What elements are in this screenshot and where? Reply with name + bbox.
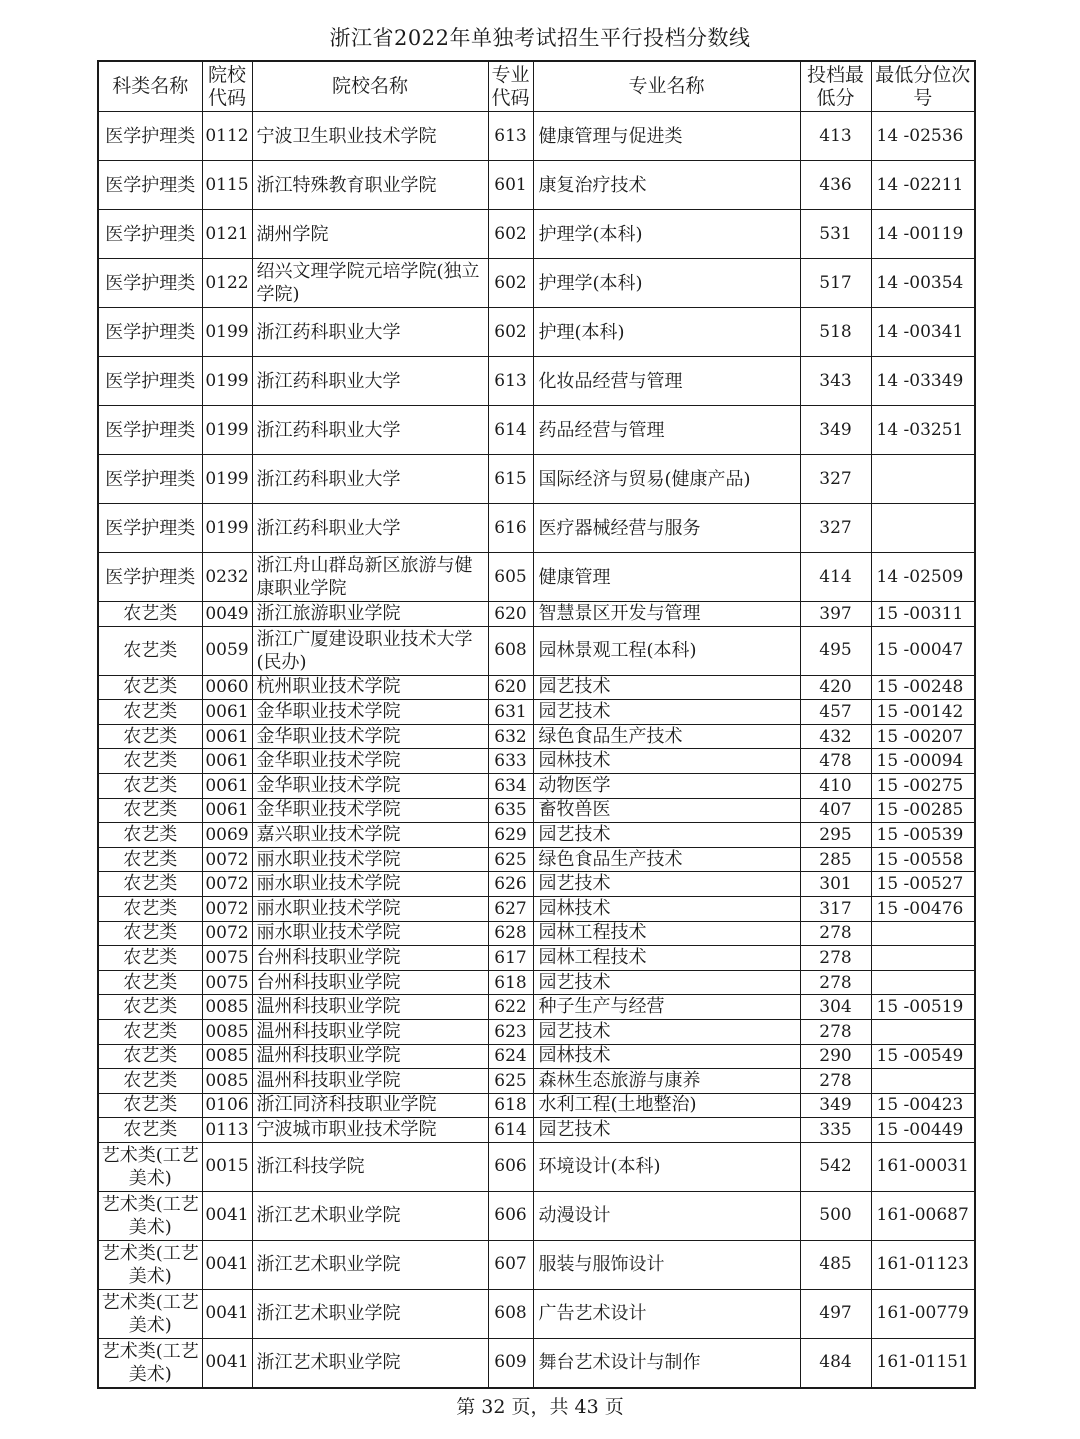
category-cell: 医学护理类 [98, 455, 202, 504]
school-name-cell: 浙江药科职业大学 [252, 504, 488, 553]
category-cell: 医学护理类 [98, 553, 202, 602]
min-score-cell: 484 [800, 1338, 871, 1388]
min-score-cell: 327 [800, 455, 871, 504]
min-score-cell: 478 [800, 749, 871, 774]
table-row [98, 553, 975, 602]
table-row [98, 626, 975, 675]
major-code-cell: 635 [488, 798, 533, 823]
school-code-cell: 0061 [202, 749, 252, 774]
min-rank-cell: 14 -02509 [871, 553, 975, 602]
school-name-cell: 丽水职业技术学院 [252, 896, 488, 921]
table-row [98, 946, 975, 971]
category-cell: 医学护理类 [98, 259, 202, 308]
school-name-cell: 金华职业技术学院 [252, 798, 488, 823]
min-rank-cell: 15 -00539 [871, 823, 975, 848]
major-name-cell: 园林技术 [533, 749, 800, 774]
school-code-cell: 0072 [202, 896, 252, 921]
min-rank-cell [871, 455, 975, 504]
min-rank-cell: 161-00031 [871, 1142, 975, 1191]
table-row [98, 1093, 975, 1118]
major-name-cell: 护理学(本科) [533, 210, 800, 259]
school-code-cell: 0041 [202, 1240, 252, 1289]
school-name-cell: 金华职业技术学院 [252, 773, 488, 798]
min-rank-cell: 15 -00476 [871, 896, 975, 921]
table-row [98, 1142, 975, 1191]
min-score-cell: 317 [800, 896, 871, 921]
major-name-cell: 绿色食品生产技术 [533, 724, 800, 749]
min-score-cell: 420 [800, 675, 871, 700]
category-cell: 医学护理类 [98, 210, 202, 259]
min-rank-cell: 161-00687 [871, 1191, 975, 1240]
category-cell: 农艺类 [98, 847, 202, 872]
school-code-cell: 0106 [202, 1093, 252, 1118]
school-name-cell: 丽水职业技术学院 [252, 921, 488, 946]
major-name-cell: 广告艺术设计 [533, 1289, 800, 1338]
header-major-name: 专业名称 [533, 61, 800, 112]
major-name-cell: 园艺技术 [533, 1118, 800, 1143]
major-name-cell: 国际经济与贸易(健康产品) [533, 455, 800, 504]
school-name-cell: 宁波卫生职业技术学院 [252, 112, 488, 161]
category-cell: 艺术类(工艺美术) [98, 1142, 202, 1191]
major-code-cell: 631 [488, 700, 533, 725]
major-code-cell: 620 [488, 675, 533, 700]
min-rank-cell [871, 504, 975, 553]
table-row [98, 749, 975, 774]
header-major-code: 专业代码 [488, 61, 533, 112]
school-code-cell: 0061 [202, 773, 252, 798]
major-name-cell: 康复治疗技术 [533, 161, 800, 210]
min-rank-cell: 161-01123 [871, 1240, 975, 1289]
major-code-cell: 616 [488, 504, 533, 553]
category-cell: 农艺类 [98, 921, 202, 946]
min-rank-cell: 15 -00248 [871, 675, 975, 700]
major-name-cell: 森林生态旅游与康养 [533, 1069, 800, 1094]
school-name-cell: 宁波城市职业技术学院 [252, 1118, 488, 1143]
min-score-cell: 413 [800, 112, 871, 161]
school-code-cell: 0199 [202, 357, 252, 406]
school-code-cell: 0085 [202, 1044, 252, 1069]
major-code-cell: 634 [488, 773, 533, 798]
min-score-cell: 278 [800, 1069, 871, 1094]
school-code-cell: 0085 [202, 995, 252, 1020]
school-code-cell: 0075 [202, 970, 252, 995]
school-name-cell: 浙江旅游职业学院 [252, 602, 488, 627]
page-footer: 第 32 页，共 43 页 [456, 1396, 624, 1418]
table-row [98, 259, 975, 308]
school-name-cell: 浙江药科职业大学 [252, 357, 488, 406]
major-code-cell: 618 [488, 970, 533, 995]
school-name-cell: 浙江药科职业大学 [252, 308, 488, 357]
header-category: 科类名称 [98, 61, 202, 112]
major-name-cell: 医疗器械经营与服务 [533, 504, 800, 553]
score-table [97, 60, 976, 1389]
min-score-cell: 485 [800, 1240, 871, 1289]
table-row [98, 455, 975, 504]
header-school-name: 院校名称 [252, 61, 488, 112]
school-code-cell: 0199 [202, 504, 252, 553]
school-code-cell: 0075 [202, 946, 252, 971]
school-code-cell: 0085 [202, 1019, 252, 1044]
major-name-cell: 园艺技术 [533, 675, 800, 700]
major-name-cell: 园林工程技术 [533, 946, 800, 971]
major-name-cell: 舞台艺术设计与制作 [533, 1338, 800, 1388]
min-score-cell: 335 [800, 1118, 871, 1143]
table-row [98, 847, 975, 872]
min-rank-cell: 14 -03349 [871, 357, 975, 406]
major-code-cell: 625 [488, 847, 533, 872]
school-name-cell: 杭州职业技术学院 [252, 675, 488, 700]
major-name-cell: 种子生产与经营 [533, 995, 800, 1020]
school-name-cell: 温州科技职业学院 [252, 995, 488, 1020]
major-name-cell: 环境设计(本科) [533, 1142, 800, 1191]
table-row [98, 1044, 975, 1069]
table-row [98, 357, 975, 406]
school-name-cell: 温州科技职业学院 [252, 1019, 488, 1044]
major-name-cell: 园林技术 [533, 896, 800, 921]
major-name-cell: 药品经营与管理 [533, 406, 800, 455]
table-row [98, 308, 975, 357]
school-name-cell: 金华职业技术学院 [252, 700, 488, 725]
major-code-cell: 622 [488, 995, 533, 1020]
table-row [98, 406, 975, 455]
school-name-cell: 温州科技职业学院 [252, 1044, 488, 1069]
min-rank-cell [871, 946, 975, 971]
min-rank-cell [871, 970, 975, 995]
school-name-cell: 浙江特殊教育职业学院 [252, 161, 488, 210]
category-cell: 农艺类 [98, 995, 202, 1020]
header-school-code: 院校代码 [202, 61, 252, 112]
min-score-cell: 343 [800, 357, 871, 406]
school-code-cell: 0072 [202, 847, 252, 872]
min-rank-cell: 14 -00354 [871, 259, 975, 308]
school-name-cell: 嘉兴职业技术学院 [252, 823, 488, 848]
major-name-cell: 动物医学 [533, 773, 800, 798]
category-cell: 医学护理类 [98, 406, 202, 455]
major-code-cell: 617 [488, 946, 533, 971]
table-row [98, 1338, 975, 1388]
min-score-cell: 497 [800, 1289, 871, 1338]
category-cell: 农艺类 [98, 946, 202, 971]
major-name-cell: 园林技术 [533, 1044, 800, 1069]
table-row [98, 773, 975, 798]
table-row [98, 1191, 975, 1240]
min-score-cell: 349 [800, 1093, 871, 1118]
school-name-cell: 浙江药科职业大学 [252, 455, 488, 504]
min-score-cell: 278 [800, 1019, 871, 1044]
min-score-cell: 278 [800, 946, 871, 971]
major-code-cell: 628 [488, 921, 533, 946]
school-code-cell: 0049 [202, 602, 252, 627]
table-row [98, 921, 975, 946]
category-cell: 农艺类 [98, 724, 202, 749]
min-rank-cell: 161-00779 [871, 1289, 975, 1338]
min-rank-cell [871, 921, 975, 946]
min-score-cell: 542 [800, 1142, 871, 1191]
min-rank-cell: 15 -00311 [871, 602, 975, 627]
min-score-cell: 457 [800, 700, 871, 725]
category-cell: 农艺类 [98, 626, 202, 675]
school-code-cell: 0061 [202, 724, 252, 749]
school-code-cell: 0069 [202, 823, 252, 848]
min-rank-cell: 14 -00341 [871, 308, 975, 357]
school-name-cell: 浙江艺术职业学院 [252, 1338, 488, 1388]
major-code-cell: 613 [488, 357, 533, 406]
category-cell: 农艺类 [98, 798, 202, 823]
major-code-cell: 608 [488, 1289, 533, 1338]
school-code-cell: 0199 [202, 455, 252, 504]
school-name-cell: 台州科技职业学院 [252, 946, 488, 971]
school-name-cell: 台州科技职业学院 [252, 970, 488, 995]
major-name-cell: 园艺技术 [533, 1019, 800, 1044]
table-row [98, 1019, 975, 1044]
table-row [98, 872, 975, 897]
school-name-cell: 浙江同济科技职业学院 [252, 1093, 488, 1118]
table-row [98, 1240, 975, 1289]
table-row [98, 1289, 975, 1338]
category-cell: 农艺类 [98, 749, 202, 774]
category-cell: 医学护理类 [98, 308, 202, 357]
major-code-cell: 605 [488, 553, 533, 602]
major-code-cell: 607 [488, 1240, 533, 1289]
min-rank-cell: 15 -00094 [871, 749, 975, 774]
category-cell: 农艺类 [98, 1044, 202, 1069]
major-name-cell: 健康管理与促进类 [533, 112, 800, 161]
major-name-cell: 园艺技术 [533, 700, 800, 725]
category-cell: 农艺类 [98, 1118, 202, 1143]
major-code-cell: 606 [488, 1191, 533, 1240]
category-cell: 医学护理类 [98, 504, 202, 553]
table-row [98, 970, 975, 995]
major-name-cell: 动漫设计 [533, 1191, 800, 1240]
major-name-cell: 护理学(本科) [533, 259, 800, 308]
major-code-cell: 613 [488, 112, 533, 161]
min-rank-cell: 14 -03251 [871, 406, 975, 455]
school-code-cell: 0112 [202, 112, 252, 161]
major-name-cell: 园林景观工程(本科) [533, 626, 800, 675]
school-code-cell: 0113 [202, 1118, 252, 1143]
min-score-cell: 414 [800, 553, 871, 602]
table-row [98, 210, 975, 259]
min-rank-cell: 14 -02211 [871, 161, 975, 210]
school-code-cell: 0015 [202, 1142, 252, 1191]
table-row [98, 602, 975, 627]
min-score-cell: 301 [800, 872, 871, 897]
major-code-cell: 615 [488, 455, 533, 504]
major-code-cell: 623 [488, 1019, 533, 1044]
school-code-cell: 0041 [202, 1191, 252, 1240]
school-code-cell: 0199 [202, 406, 252, 455]
major-code-cell: 601 [488, 161, 533, 210]
major-code-cell: 625 [488, 1069, 533, 1094]
min-rank-cell [871, 1019, 975, 1044]
major-code-cell: 609 [488, 1338, 533, 1388]
major-code-cell: 602 [488, 308, 533, 357]
school-name-cell: 浙江艺术职业学院 [252, 1240, 488, 1289]
major-code-cell: 618 [488, 1093, 533, 1118]
min-score-cell: 517 [800, 259, 871, 308]
min-score-cell: 285 [800, 847, 871, 872]
major-name-cell: 健康管理 [533, 553, 800, 602]
school-code-cell: 0115 [202, 161, 252, 210]
major-name-cell: 智慧景区开发与管理 [533, 602, 800, 627]
school-name-cell: 金华职业技术学院 [252, 749, 488, 774]
school-code-cell: 0060 [202, 675, 252, 700]
major-name-cell: 水利工程(土地整治) [533, 1093, 800, 1118]
category-cell: 医学护理类 [98, 161, 202, 210]
major-code-cell: 633 [488, 749, 533, 774]
category-cell: 农艺类 [98, 970, 202, 995]
school-code-cell: 0232 [202, 553, 252, 602]
category-cell: 医学护理类 [98, 112, 202, 161]
category-cell: 农艺类 [98, 602, 202, 627]
min-score-cell: 290 [800, 1044, 871, 1069]
school-name-cell: 浙江药科职业大学 [252, 406, 488, 455]
table-row [98, 675, 975, 700]
school-name-cell: 浙江艺术职业学院 [252, 1289, 488, 1338]
min-rank-cell: 15 -00558 [871, 847, 975, 872]
major-name-cell: 护理(本科) [533, 308, 800, 357]
school-name-cell: 浙江艺术职业学院 [252, 1191, 488, 1240]
min-rank-cell: 14 -00119 [871, 210, 975, 259]
min-rank-cell: 15 -00207 [871, 724, 975, 749]
min-score-cell: 410 [800, 773, 871, 798]
category-cell: 农艺类 [98, 773, 202, 798]
school-code-cell: 0041 [202, 1289, 252, 1338]
table-row [98, 161, 975, 210]
category-cell: 农艺类 [98, 1093, 202, 1118]
school-name-cell: 丽水职业技术学院 [252, 872, 488, 897]
school-code-cell: 0121 [202, 210, 252, 259]
min-rank-cell [871, 1069, 975, 1094]
min-rank-cell: 15 -00047 [871, 626, 975, 675]
min-score-cell: 397 [800, 602, 871, 627]
major-name-cell: 园艺技术 [533, 823, 800, 848]
school-name-cell: 浙江科技学院 [252, 1142, 488, 1191]
major-code-cell: 608 [488, 626, 533, 675]
school-name-cell: 绍兴文理学院元培学院(独立学院) [252, 259, 488, 308]
table-row [98, 798, 975, 823]
major-name-cell: 园艺技术 [533, 970, 800, 995]
major-code-cell: 632 [488, 724, 533, 749]
major-code-cell: 626 [488, 872, 533, 897]
category-cell: 医学护理类 [98, 357, 202, 406]
major-code-cell: 614 [488, 1118, 533, 1143]
major-code-cell: 620 [488, 602, 533, 627]
school-code-cell: 0085 [202, 1069, 252, 1094]
category-cell: 农艺类 [98, 700, 202, 725]
major-name-cell: 畜牧兽医 [533, 798, 800, 823]
major-name-cell: 绿色食品生产技术 [533, 847, 800, 872]
school-code-cell: 0122 [202, 259, 252, 308]
min-score-cell: 432 [800, 724, 871, 749]
min-rank-cell: 15 -00449 [871, 1118, 975, 1143]
min-rank-cell: 15 -00527 [871, 872, 975, 897]
major-name-cell: 服装与服饰设计 [533, 1240, 800, 1289]
min-rank-cell: 15 -00519 [871, 995, 975, 1020]
min-rank-cell: 15 -00549 [871, 1044, 975, 1069]
major-code-cell: 614 [488, 406, 533, 455]
category-cell: 农艺类 [98, 896, 202, 921]
table-row [98, 823, 975, 848]
table-row [98, 1118, 975, 1143]
min-score-cell: 407 [800, 798, 871, 823]
header-min-score: 投档最低分 [800, 61, 871, 112]
major-code-cell: 602 [488, 210, 533, 259]
major-code-cell: 624 [488, 1044, 533, 1069]
min-score-cell: 327 [800, 504, 871, 553]
school-name-cell: 丽水职业技术学院 [252, 847, 488, 872]
school-name-cell: 湖州学院 [252, 210, 488, 259]
min-score-cell: 349 [800, 406, 871, 455]
min-score-cell: 500 [800, 1191, 871, 1240]
major-name-cell: 化妆品经营与管理 [533, 357, 800, 406]
table-header-row [98, 61, 975, 112]
major-code-cell: 606 [488, 1142, 533, 1191]
major-name-cell: 园林工程技术 [533, 921, 800, 946]
school-code-cell: 0072 [202, 921, 252, 946]
school-code-cell: 0199 [202, 308, 252, 357]
min-score-cell: 518 [800, 308, 871, 357]
min-score-cell: 278 [800, 921, 871, 946]
min-rank-cell: 15 -00275 [871, 773, 975, 798]
category-cell: 农艺类 [98, 872, 202, 897]
min-score-cell: 531 [800, 210, 871, 259]
min-score-cell: 278 [800, 970, 871, 995]
min-rank-cell: 161-01151 [871, 1338, 975, 1388]
category-cell: 农艺类 [98, 1019, 202, 1044]
school-code-cell: 0059 [202, 626, 252, 675]
header-min-rank: 最低分位次号 [871, 61, 975, 112]
school-name-cell: 金华职业技术学院 [252, 724, 488, 749]
table-row [98, 995, 975, 1020]
table-row [98, 700, 975, 725]
category-cell: 艺术类(工艺美术) [98, 1338, 202, 1388]
category-cell: 农艺类 [98, 675, 202, 700]
school-name-cell: 浙江舟山群岛新区旅游与健康职业学院 [252, 553, 488, 602]
category-cell: 艺术类(工艺美术) [98, 1289, 202, 1338]
table-row [98, 724, 975, 749]
school-name-cell: 浙江广厦建设职业技术大学(民办) [252, 626, 488, 675]
table-row [98, 112, 975, 161]
category-cell: 艺术类(工艺美术) [98, 1191, 202, 1240]
min-rank-cell: 15 -00423 [871, 1093, 975, 1118]
min-rank-cell: 15 -00285 [871, 798, 975, 823]
table-row [98, 896, 975, 921]
category-cell: 艺术类(工艺美术) [98, 1240, 202, 1289]
min-score-cell: 436 [800, 161, 871, 210]
min-rank-cell: 15 -00142 [871, 700, 975, 725]
min-score-cell: 295 [800, 823, 871, 848]
school-code-cell: 0041 [202, 1338, 252, 1388]
school-code-cell: 0061 [202, 700, 252, 725]
category-cell: 农艺类 [98, 823, 202, 848]
min-score-cell: 304 [800, 995, 871, 1020]
major-name-cell: 园艺技术 [533, 872, 800, 897]
major-code-cell: 627 [488, 896, 533, 921]
table-row [98, 504, 975, 553]
school-name-cell: 温州科技职业学院 [252, 1069, 488, 1094]
table-row [98, 1069, 975, 1094]
school-code-cell: 0072 [202, 872, 252, 897]
min-rank-cell: 14 -02536 [871, 112, 975, 161]
min-score-cell: 495 [800, 626, 871, 675]
major-code-cell: 602 [488, 259, 533, 308]
category-cell: 农艺类 [98, 1069, 202, 1094]
major-code-cell: 629 [488, 823, 533, 848]
page-title: 浙江省2022年单独考试招生平行投档分数线 [329, 26, 751, 50]
school-code-cell: 0061 [202, 798, 252, 823]
